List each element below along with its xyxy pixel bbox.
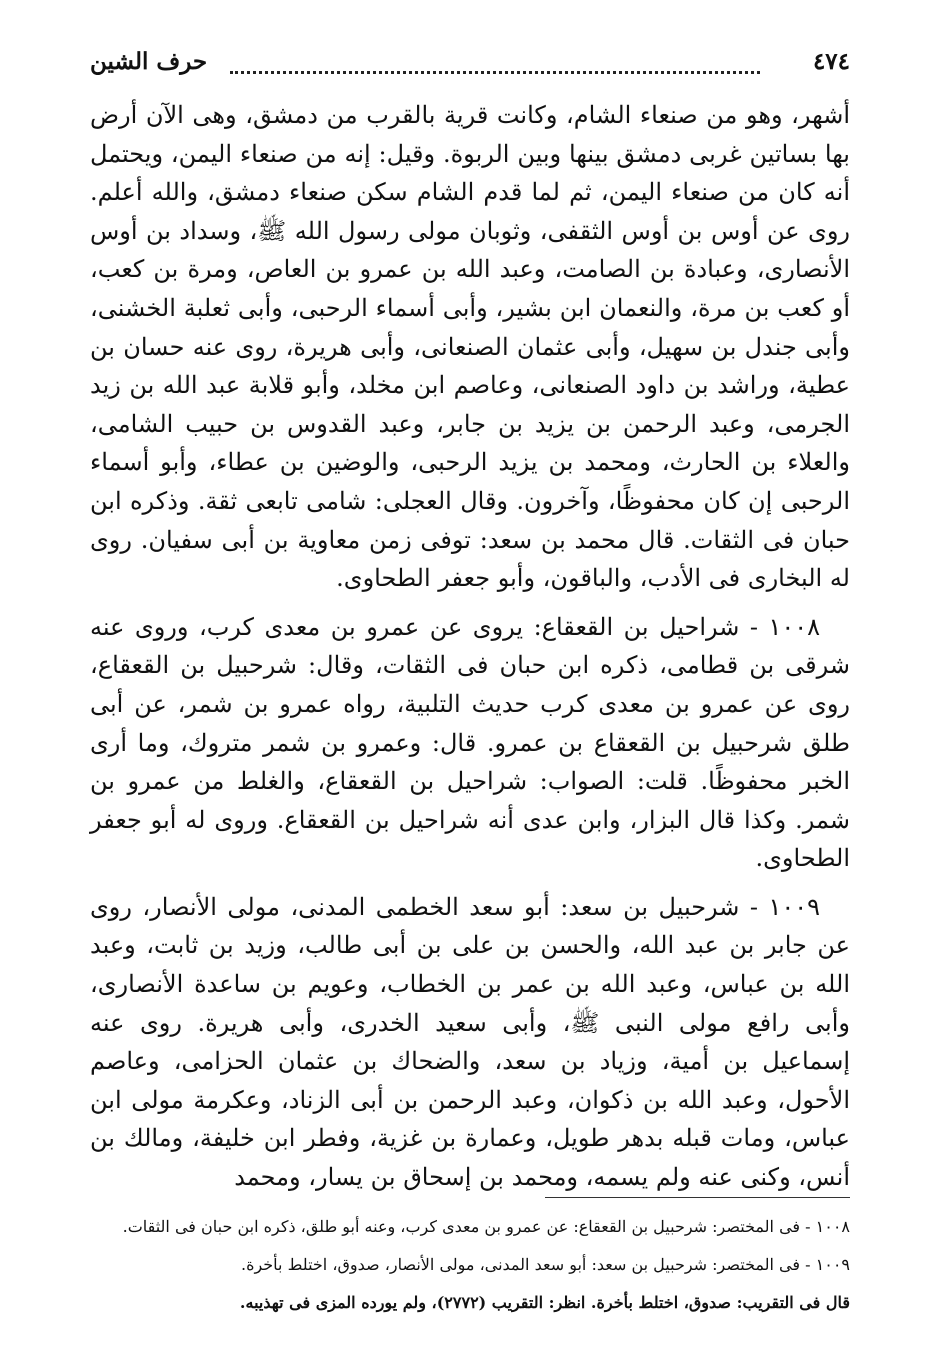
entry-1008: ١٠٠٨ - شراحيل بن القعقاع: يروى عن عمرو بن معدى كرب، وروى عنه شرقى بن قطامى، ذكره ابن حبان فى الثقات، وقال: شرحبيل بن القعقاع، روى عن عمرو بن معدى كرب حديث التلبية، رواه عمرو بن شمر، عن أبى طلق شرحبيل بن القعقاع بن عمرو. قال: وعمرو بن شمر متروك، وما أرى الخبر محفوظًا. قلت: الصواب: شراحيل بن القعقاع، والغلط من عمرو بن شمر. وكذا قال البزار، وابن عدى أنه شراحيل بن القعقاع. وروى له أبو جعفر الطحاوى. bbox=[90, 612, 850, 873]
paragraph-continuation: أشهر، وهو من صنعاء الشام، وكانت قرية بالقرب من دمشق، وهى الآن أرض بها بساتين غربى دمشق بينها وبين الربوة. وقيل: إنه من صنعاء اليمن، ويحتمل أنه كان من صنعاء اليمن، ثم لما قدم الشام سكن صنعاء دمشق، والله أعلم. روى عن أوس بن أوس الثقفى، وثوبان مولى رسول الله ﷺ، وسداد بن أوس الأنصارى، وعبادة بن الصامت، وعبد الله بن عمرو بن العاص، ومرة بن كعب، أو كعب بن مرة، والنعمان ابن بشير، وأبى أسماء الرحبى، وأبى ثعلبة الخشنى، وأبى جندل بن سهيل، وأبى عثمان الصنعانى، وأبى هريرة، روى عنه حسان بن عطية، وراشد بن داود الصنعانى، وعاصم ابن مخلد، وأبو قلابة عبد الله بن زيد الجرمى، وعبد الرحمن بن يزيد بن جابر، وعبد القدوس بن حبيب الشامى، والعلاء بن الحارث، ومحمد بن يزيد الرحبى، والوضين بن عطاء، وأبو أسماء الرحبى إن كان محفوظًا، وآخرون. وقال العجلى: شامى تابعى ثقة. وذكره ابن حبان فى الثقات. قال محمد بن سعد: توفى زمن معاوية بن أبى سفيان. روى له البخارى فى الأدب، والباقون، وأبو جعفر الطحاوى. bbox=[90, 101, 850, 593]
footnote-taqrib: قال فى التقريب: صدوق، اختلط بأخرة. انظر: التقريب (٢٧٧٢)، ولم يورده المزى فى تهذيبه. bbox=[239, 1293, 850, 1312]
footnote-1009: ١٠٠٩ - فى المختصر: شرحبيل بن سعد: أبو سعد المدنى، مولى الأنصار، صدوق، اختلط بأخرة. bbox=[240, 1255, 850, 1274]
page-header bbox=[90, 40, 850, 84]
header-dotted-leader bbox=[230, 71, 760, 74]
page-number: ٤٧٤ bbox=[812, 48, 850, 75]
footnote-1008: ١٠٠٨ - فى المختصر: شرحبيل بن القعقاع: عن عمرو بن معدى كرب، وعنه أبو طلق، ذكره ابن حبان فى الثقات. bbox=[122, 1217, 850, 1236]
main-text bbox=[90, 96, 850, 1197]
entry-1009: ١٠٠٩ - شرحبيل بن سعد: أبو سعد الخطمى المدنى، مولى الأنصار، روى عن جابر بن عبد الله، والحسن بن على بن أبى طالب، وزيد بن ثابت، وعبد الله بن عباس، وعبد الله بن عمر بن الخطاب، وعويم بن ساعدة الأنصارى، وأبى رافع مولى النبى ﷺ، وأبى سعيد الخدرى، وأبى هريرة. روى عنه إسماعيل بن أمية، وزياد بن سعد، والضحاك بن عثمان الحزامى، وعاصم الأحول، وعبد الله بن ذكوان، وعبد الرحمن بن أبى الزناد، وعكرمة مولى ابن عباس، ومات قبله بدهر طويل، وعمارة بن غزية، وفطر ابن خليفة، ومالك بن أنس، وكنى عنه ولم يسمه، ومحمد بن إسحاق بن يسار، ومحمد bbox=[90, 892, 850, 1192]
footnote-separator bbox=[545, 1197, 850, 1198]
section-title: حرف الشين bbox=[90, 48, 208, 75]
footnotes bbox=[90, 1208, 850, 1322]
